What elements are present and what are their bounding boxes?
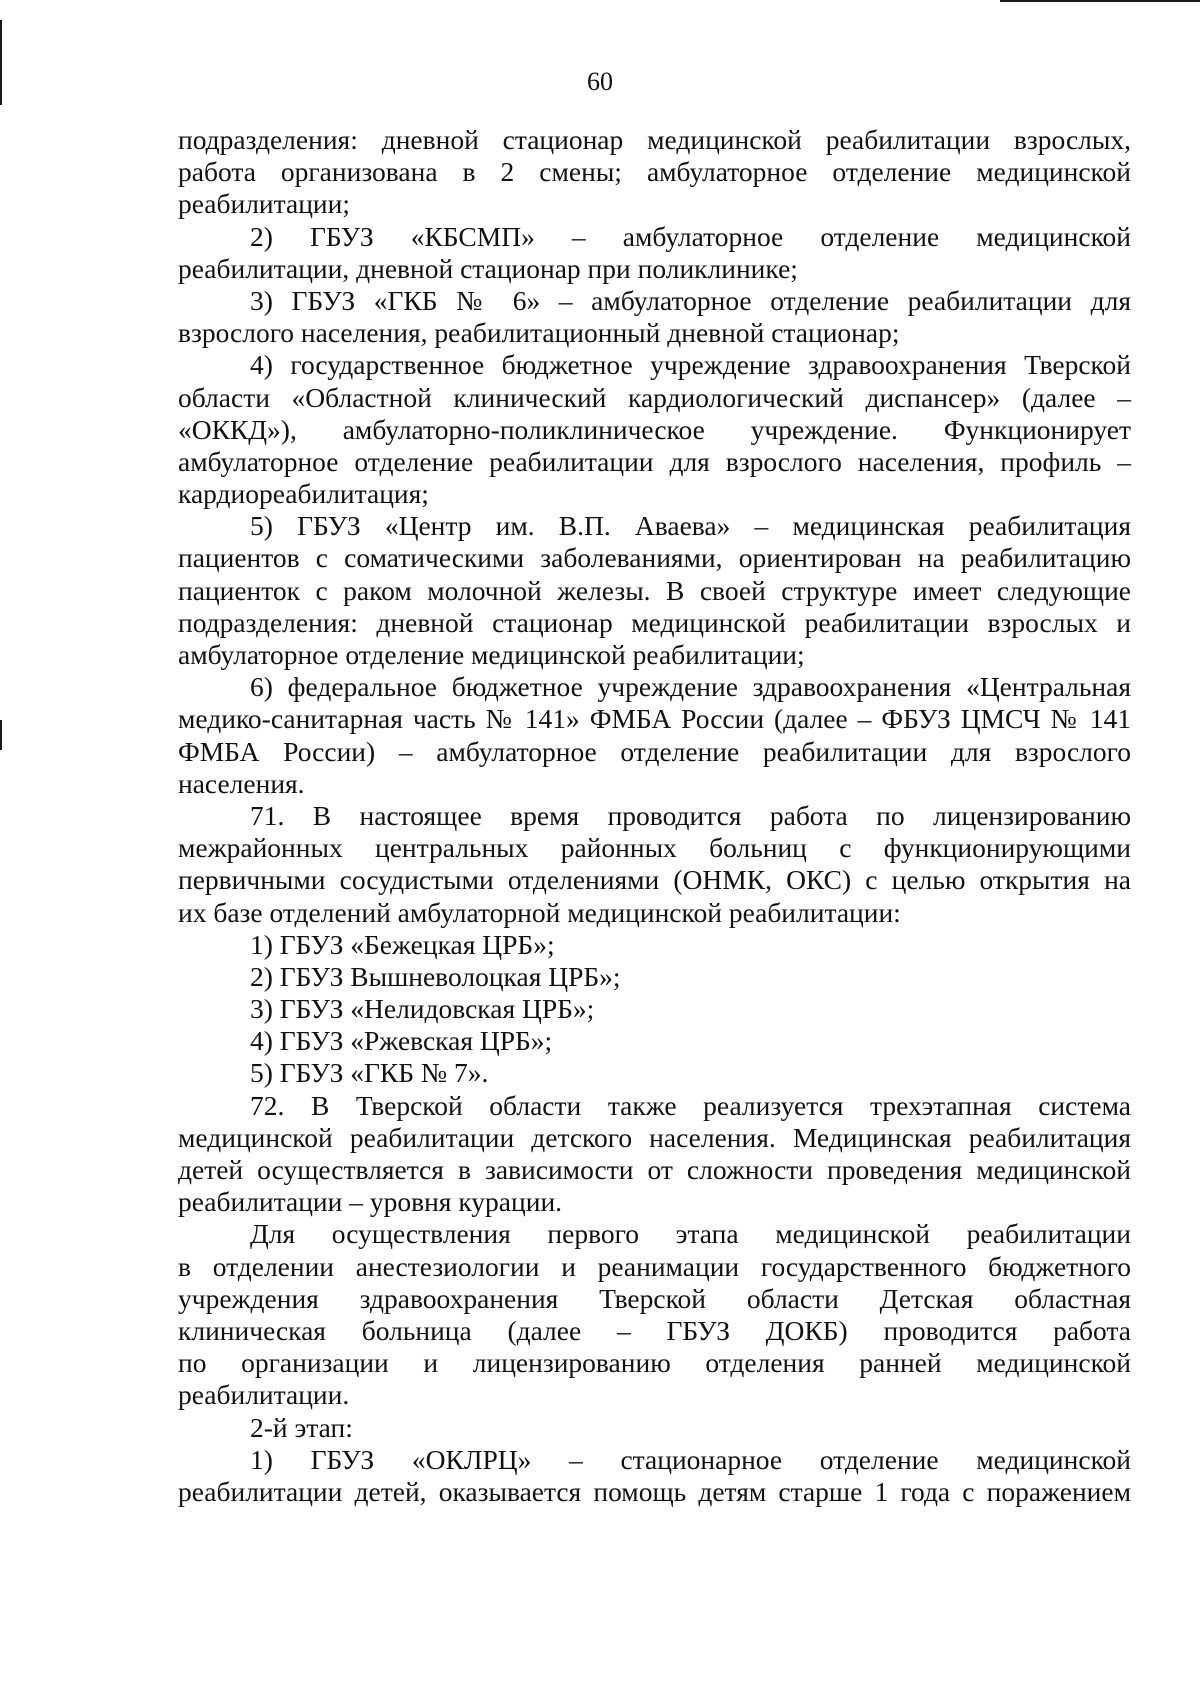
text-line: амбулаторное отделение медицинской реабилитации; (178, 639, 805, 670)
text-line: области «Областной клинический кардиологический диспансер» (далее – (178, 381, 1131, 413)
text-line: Для осуществления первого этапа медицинской реабилитации (250, 1218, 1131, 1250)
text-line: реабилитации детей, оказывается помощь детям старше 1 года с поражением (178, 1475, 1131, 1507)
text-line: учреждения здравоохранения Тверской области Детская областная (178, 1282, 1131, 1314)
text-line: подразделения: дневной стационар медицинской реабилитации взрослых и (178, 606, 1131, 638)
text-line: их базе отделений амбулаторной медицинской реабилитации: (178, 896, 901, 928)
scan-edge-top (1000, 0, 1200, 2)
text-line: 2-й этап: (250, 1411, 353, 1443)
text-line: 3) ГБУЗ «ГКБ № 6» – амбулаторное отделение реабилитации для (250, 284, 1131, 316)
text-line: по организации и лицензированию отделения ранней медицинской (178, 1347, 1131, 1379)
text-line: взрослого населения, реабилитационный дневной стационар; (178, 317, 900, 349)
text-line: амбулаторное отделение реабилитации для взрослого населения, профиль – (178, 445, 1131, 477)
text-line: межрайонных центральных районных больниц с функционирующими (178, 832, 1131, 864)
text-line: пациентов с соматическими заболеваниями, ориентирован на реабилитацию (178, 542, 1131, 574)
text-line: ФМБА России) – амбулаторное отделение реабилитации для взрослого (178, 735, 1131, 767)
text-line: клиническая больница (далее – ГБУЗ ДОКБ) проводится работа (178, 1314, 1131, 1346)
text-line: 1) ГБУЗ «Бежецкая ЦРБ»; (250, 928, 555, 960)
text-line: первичными сосудистыми отделениями (ОНМК, ОКС) с целью открытия на (178, 864, 1131, 896)
text-line: детей осуществляется в зависимости от сложности проведения медицинской (178, 1154, 1131, 1185)
text-line: 4) ГБУЗ «Ржевская ЦРБ»; (250, 1025, 553, 1057)
text-line: 5) ГБУЗ «Центр им. В.П. Аваева» – медицинская реабилитация (250, 510, 1131, 542)
text-line: 2) ГБУЗ Вышневолоцкая ЦРБ»; (250, 960, 621, 992)
text-line: 6) федеральное бюджетное учреждение здравоохранения «Центральная (250, 671, 1131, 703)
text-line: 71. В настоящее время проводится работа по лицензированию (250, 799, 1131, 831)
text-line: населения. (178, 767, 305, 799)
text-line: 1) ГБУЗ «ОКЛРЦ» – стационарное отделение медицинской (250, 1443, 1131, 1475)
text-line: реабилитации – уровня курации. (178, 1186, 563, 1218)
text-line: реабилитации. (178, 1379, 350, 1411)
text-line: реабилитации; (178, 188, 350, 220)
text-line: «ОККД»), амбулаторно-поликлиническое учреждение. Функционирует (178, 413, 1131, 445)
scan-edge-left (0, 720, 2, 750)
text-line: работа организована в 2 смены; амбулаторное отделение медицинской (178, 156, 1131, 188)
text-line: реабилитации, дневной стационар при поликлинике; (178, 252, 798, 284)
text-line: 4) государственное бюджетное учреждение здравоохранения Тверской (250, 349, 1131, 381)
text-line: медицинской реабилитации детского населения. Медицинская реабилитация (178, 1121, 1131, 1153)
text-line: пациенток с раком молочной железы. В своей структуре имеет следующие (178, 574, 1131, 606)
text-line: 72. В Тверской области также реализуется трехэтапная система (250, 1089, 1131, 1121)
text-line: подразделения: дневной стационар медицинской реабилитации взрослых, (178, 124, 1131, 155)
document-body (178, 124, 1131, 1508)
text-line: 5) ГБУЗ «ГКБ № 7». (250, 1057, 489, 1089)
text-line: кардиореабилитация; (178, 478, 429, 510)
text-line: в отделении анестезиологии и реанимации государственного бюджетного (178, 1250, 1131, 1282)
page-number: 60 (587, 67, 613, 96)
text-line: 3) ГБУЗ «Нелидовская ЦРБ»; (250, 993, 595, 1025)
text-line: медико-санитарная часть № 141» ФМБА России (далее – ФБУЗ ЦМСЧ № 141 (178, 703, 1131, 735)
text-line: 2) ГБУЗ «КБСМП» – амбулаторное отделение медицинской (250, 220, 1131, 252)
